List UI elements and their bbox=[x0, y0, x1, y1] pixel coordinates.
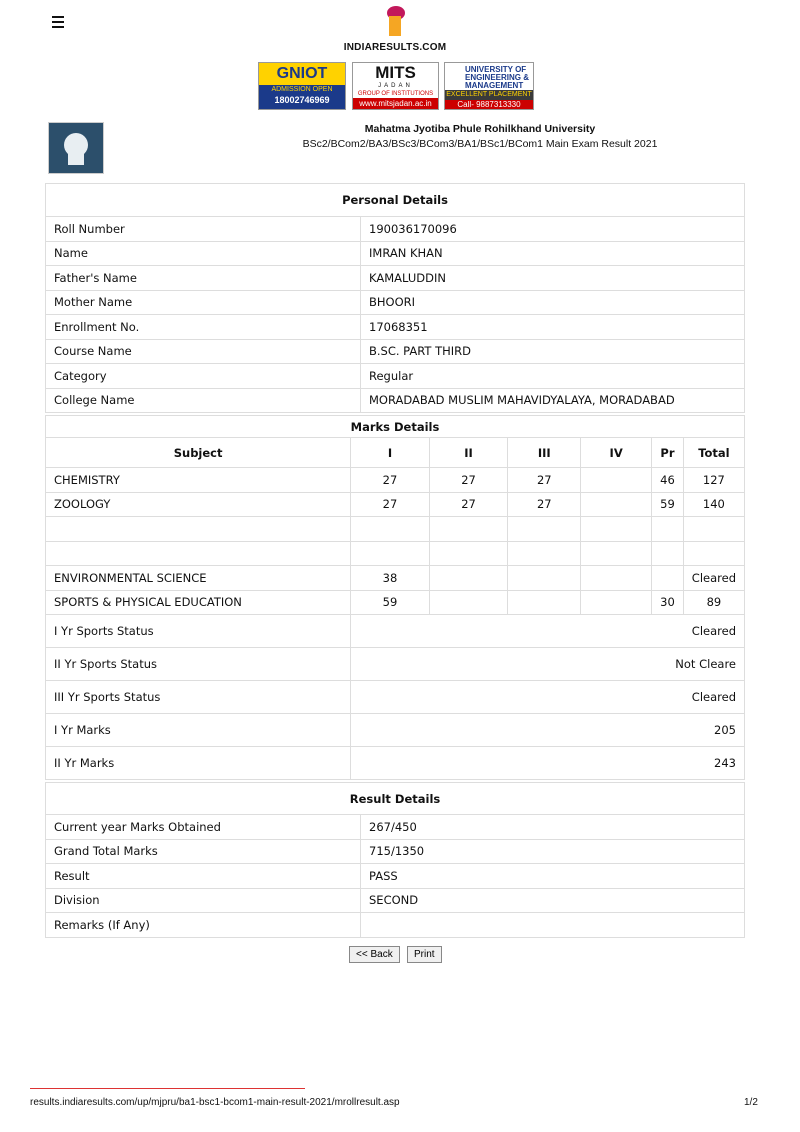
table-row bbox=[46, 615, 745, 648]
mark-total: 89 bbox=[683, 590, 744, 615]
subject-name: SPORTS & PHYSICAL EDUCATION bbox=[46, 590, 351, 615]
table-row bbox=[46, 714, 745, 747]
mark-i: 59 bbox=[351, 590, 430, 615]
footer-divider bbox=[30, 1088, 305, 1089]
indiaresults-logo-icon bbox=[385, 6, 405, 36]
mark-iii: 27 bbox=[508, 492, 581, 517]
row-label: Enrollment No. bbox=[46, 315, 361, 340]
mark-iv bbox=[581, 468, 652, 493]
back-button[interactable]: << Back bbox=[349, 946, 400, 963]
mark-total: 140 bbox=[683, 492, 744, 517]
subject-name: CHEMISTRY bbox=[46, 468, 351, 493]
ad-mits-title: MITS bbox=[375, 63, 416, 82]
status-value: 205 bbox=[351, 714, 745, 747]
mark-iii: 27 bbox=[508, 468, 581, 493]
col-ii: II bbox=[429, 438, 508, 468]
result-details-heading: Result Details bbox=[46, 783, 745, 815]
row-value: PASS bbox=[361, 864, 745, 889]
row-value: B.SC. PART THIRD bbox=[361, 339, 745, 364]
mark-i: 38 bbox=[351, 566, 430, 591]
row-value: 715/1350 bbox=[361, 839, 745, 864]
row-value bbox=[361, 913, 745, 938]
ad-gniot-title: GNIOT bbox=[259, 63, 345, 85]
ad-mits-sub: JADAN bbox=[378, 83, 413, 89]
col-total: Total bbox=[683, 438, 744, 468]
menu-icon[interactable] bbox=[52, 16, 64, 28]
empty-row bbox=[46, 541, 745, 566]
empty-row bbox=[46, 517, 745, 542]
site-logo[interactable] bbox=[340, 6, 450, 54]
ad-uem-line1: EXCELLENT PLACEMENT bbox=[446, 91, 532, 98]
ad-uem[interactable] bbox=[444, 62, 534, 110]
row-label: Grand Total Marks bbox=[46, 839, 361, 864]
mark-total: Cleared bbox=[683, 566, 744, 591]
marks-header-row bbox=[46, 438, 745, 468]
row-label: Father's Name bbox=[46, 266, 361, 291]
subject-name: ENVIRONMENTAL SCIENCE bbox=[46, 566, 351, 591]
row-label: Remarks (If Any) bbox=[46, 913, 361, 938]
ad-uem-line2: Call- 9887313330 bbox=[445, 100, 533, 110]
status-value: Not Cleare bbox=[351, 648, 745, 681]
mark-i: 27 bbox=[351, 468, 430, 493]
personal-details-table bbox=[45, 183, 745, 413]
mark-pr: 30 bbox=[652, 590, 684, 615]
table-row bbox=[46, 468, 745, 493]
mark-pr: 46 bbox=[652, 468, 684, 493]
mark-pr: 59 bbox=[652, 492, 684, 517]
page-number: 1/2 bbox=[744, 1097, 758, 1108]
row-value: Regular bbox=[361, 364, 745, 389]
ad-mits-line2: www.mitsjadan.ac.in bbox=[353, 98, 438, 109]
table-row bbox=[46, 492, 745, 517]
table-row bbox=[46, 290, 745, 315]
site-name: INDIARESULTS.COM bbox=[343, 42, 447, 53]
personal-details-heading: Personal Details bbox=[46, 184, 745, 217]
row-label: Mother Name bbox=[46, 290, 361, 315]
university-name: Mahatma Jyotiba Phule Rohilkhand University bbox=[364, 123, 596, 135]
ad-mits[interactable] bbox=[352, 62, 439, 110]
table-row bbox=[46, 266, 745, 291]
status-label: II Yr Sports Status bbox=[46, 648, 351, 681]
result-details-table bbox=[45, 782, 745, 938]
mark-iv bbox=[581, 492, 652, 517]
exam-title: BSc2/BCom2/BA3/BSc3/BCom3/BA1/BSc1/BCom1 Main Exam Result 2021 bbox=[302, 138, 658, 150]
table-row bbox=[46, 364, 745, 389]
row-value: SECOND bbox=[361, 888, 745, 913]
row-label: College Name bbox=[46, 388, 361, 413]
footer-url: results.indiaresults.com/up/mjpru/ba1-bsc1-bcom1-main-result-2021/mrollresult.asp bbox=[30, 1097, 400, 1108]
status-label: I Yr Sports Status bbox=[46, 615, 351, 648]
table-row bbox=[46, 315, 745, 340]
col-pr: Pr bbox=[652, 438, 684, 468]
status-value: Cleared bbox=[351, 615, 745, 648]
status-label: I Yr Marks bbox=[46, 714, 351, 747]
table-row bbox=[46, 339, 745, 364]
row-value: 267/450 bbox=[361, 815, 745, 840]
ad-mits-line1: GROUP OF INSTITUTIONS bbox=[357, 91, 434, 97]
row-label: Name bbox=[46, 241, 361, 266]
row-label: Current year Marks Obtained bbox=[46, 815, 361, 840]
col-iv: IV bbox=[581, 438, 652, 468]
table-row bbox=[46, 648, 745, 681]
row-value: MORADABAD MUSLIM MAHAVIDYALAYA, MORADABAD bbox=[361, 388, 745, 413]
ad-uem-title: UNIVERSITY OF ENGINEERING & MANAGEMENT bbox=[465, 65, 530, 90]
status-label: III Yr Sports Status bbox=[46, 681, 351, 714]
mark-total: 127 bbox=[683, 468, 744, 493]
table-row bbox=[46, 913, 745, 938]
row-label: Roll Number bbox=[46, 217, 361, 242]
row-value: KAMALUDDIN bbox=[361, 266, 745, 291]
ad-gniot-line1: ADMISSION OPEN bbox=[271, 86, 333, 93]
row-label: Division bbox=[46, 888, 361, 913]
status-value: 243 bbox=[351, 747, 745, 780]
col-subject: Subject bbox=[46, 438, 351, 468]
ad-gniot[interactable] bbox=[258, 62, 346, 110]
university-logo-icon bbox=[48, 122, 104, 174]
mark-i: 27 bbox=[351, 492, 430, 517]
row-label: Result bbox=[46, 864, 361, 889]
status-label: II Yr Marks bbox=[46, 747, 351, 780]
row-value: 17068351 bbox=[361, 315, 745, 340]
table-row bbox=[46, 839, 745, 864]
table-row bbox=[46, 566, 745, 591]
mark-ii: 27 bbox=[429, 468, 508, 493]
table-row bbox=[46, 590, 745, 615]
print-button[interactable]: Print bbox=[407, 946, 442, 963]
row-label: Category bbox=[46, 364, 361, 389]
ad-gniot-line2: 18002746969 bbox=[274, 95, 330, 105]
row-value: 190036170096 bbox=[361, 217, 745, 242]
table-row bbox=[46, 388, 745, 413]
table-row bbox=[46, 681, 745, 714]
marks-details-table bbox=[45, 415, 745, 780]
table-row bbox=[46, 864, 745, 889]
row-value: IMRAN KHAN bbox=[361, 241, 745, 266]
mark-ii: 27 bbox=[429, 492, 508, 517]
row-label: Course Name bbox=[46, 339, 361, 364]
subject-name: ZOOLOGY bbox=[46, 492, 351, 517]
table-row bbox=[46, 217, 745, 242]
table-row bbox=[46, 815, 745, 840]
marks-details-heading: Marks Details bbox=[46, 416, 745, 438]
col-iii: III bbox=[508, 438, 581, 468]
status-value: Cleared bbox=[351, 681, 745, 714]
table-row bbox=[46, 888, 745, 913]
table-row bbox=[46, 747, 745, 780]
row-value: BHOORI bbox=[361, 290, 745, 315]
col-i: I bbox=[351, 438, 430, 468]
table-row bbox=[46, 241, 745, 266]
